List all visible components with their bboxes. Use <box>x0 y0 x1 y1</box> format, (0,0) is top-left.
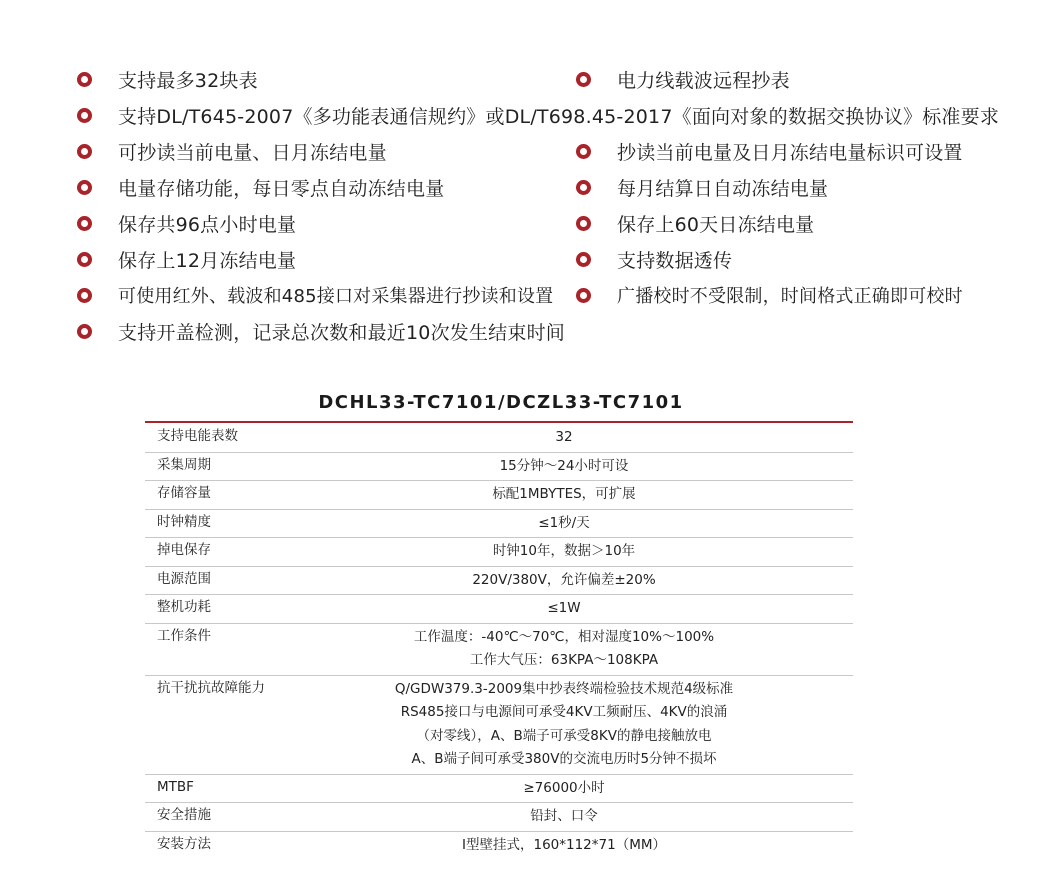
spec-value-line: Q/GDW379.3-2009集中抄表终端检验技术规范4级标准 <box>394 680 734 697</box>
spec-value <box>145 538 853 566</box>
feature-text: 支持DL/T645-2007《多功能表通信规约》或DL/T698.45-2017《面向对象的数据交换协议》标准要求 <box>118 105 1000 128</box>
feature-text: 支持最多32块表 <box>118 69 258 92</box>
feature-item <box>576 282 963 308</box>
feature-text: 电力线载波远程抄表 <box>617 69 790 92</box>
spec-row <box>145 453 853 482</box>
spec-label: 安装方法 <box>157 835 211 852</box>
feature-item <box>576 210 814 236</box>
spec-row <box>145 567 853 596</box>
spec-value-line: ≤1W <box>547 600 581 616</box>
spec-value-line: 15分钟～24小时可设 <box>499 457 629 474</box>
spec-row <box>145 832 853 860</box>
feature-text: 电量存储功能，每日零点自动冻结电量 <box>118 177 445 200</box>
spec-value-line: 工作温度：-40℃～70℃，相对湿度10%～100% <box>413 628 715 645</box>
spec-value-line: ≥76000小时 <box>523 779 605 796</box>
spec-value-line: A、B端子间可承受380V的交流电历时5分钟不损坏 <box>411 751 717 767</box>
bullet-icon <box>77 324 92 339</box>
spec-value <box>145 510 853 538</box>
bullet-icon <box>77 252 92 267</box>
feature-item <box>77 282 553 308</box>
bullet-icon <box>576 72 591 87</box>
bullet-icon <box>576 288 591 303</box>
feature-text: 可抄读当前电量、日月冻结电量 <box>118 141 387 164</box>
feature-item <box>576 138 963 164</box>
spec-row <box>145 624 853 676</box>
spec-title: DCHL33-TC7101/DCZL33-TC7101 <box>318 392 684 413</box>
spec-row <box>145 510 853 539</box>
bullet-icon <box>576 216 591 231</box>
spec-value-line: 标配1MBYTES，可扩展 <box>492 486 636 502</box>
bullet-icon <box>576 144 591 159</box>
spec-label: 采集周期 <box>157 456 211 473</box>
spec-value-line: RS485接口与电源间可承受4KV工频耐压、4KV的浪涌 <box>400 704 728 720</box>
spec-value <box>145 424 853 452</box>
feature-item <box>576 174 828 200</box>
spec-label: 支持电能表数 <box>157 428 238 444</box>
spec-value <box>145 775 853 803</box>
spec-row <box>145 481 853 510</box>
bullet-icon <box>77 144 92 159</box>
spec-row <box>145 538 853 567</box>
spec-label: 工作条件 <box>157 627 211 644</box>
feature-text: 广播校时不受限制，时间格式正确即可校时 <box>617 286 963 307</box>
spec-title-divider <box>145 421 853 423</box>
feature-text: 支持开盖检测，记录总次数和最近10次发生结束时间 <box>118 321 565 344</box>
bullet-icon <box>77 288 92 303</box>
spec-row <box>145 676 853 775</box>
feature-item <box>77 246 296 272</box>
spec-value-line: 220V/380V，允许偏差±20% <box>472 571 656 588</box>
feature-item <box>77 210 296 236</box>
spec-value <box>145 567 853 595</box>
feature-item <box>77 318 565 344</box>
feature-text: 保存上60天日冻结电量 <box>617 213 815 236</box>
bullet-icon <box>576 180 591 195</box>
spec-value <box>145 481 853 509</box>
spec-value-line: ≤1秒/天 <box>538 514 590 531</box>
spec-row <box>145 595 853 624</box>
spec-label: MTBF <box>157 778 194 795</box>
feature-item <box>77 174 444 200</box>
spec-row <box>145 424 853 453</box>
feature-item <box>77 138 387 164</box>
bullet-icon <box>77 108 92 123</box>
spec-value-line: （对零线），A、B端子可承受8KV的静电接触放电 <box>416 727 712 744</box>
spec-value-line: 铅封、口令 <box>530 808 598 824</box>
spec-value-line: Ⅰ型壁挂式，160*112*71（MM） <box>462 836 666 853</box>
spec-value-line: 时钟10年，数据＞10年 <box>492 543 636 559</box>
spec-label: 掉电保存 <box>157 542 211 558</box>
spec-label: 安全措施 <box>157 807 211 823</box>
feature-text: 抄读当前电量及日月冻结电量标识可设置 <box>617 141 963 164</box>
spec-value-line: 工作大气压：63KPA～108KPA <box>469 652 659 668</box>
feature-text: 保存共96点小时电量 <box>118 213 297 236</box>
spec-label: 时钟精度 <box>157 513 211 530</box>
spec-row <box>145 803 853 832</box>
bullet-icon <box>77 72 92 87</box>
feature-text: 每月结算日自动冻结电量 <box>617 177 829 200</box>
feature-item <box>77 66 258 92</box>
spec-value-line: 32 <box>555 429 573 445</box>
feature-text: 保存上12月冻结电量 <box>118 249 297 272</box>
feature-item <box>77 102 999 128</box>
bullet-icon <box>77 216 92 231</box>
spec-label: 整机功耗 <box>157 599 211 615</box>
spec-value <box>145 595 853 623</box>
bullet-icon <box>77 180 92 195</box>
spec-value <box>145 453 853 481</box>
feature-text: 支持数据透传 <box>617 249 733 272</box>
spec-label: 电源范围 <box>157 570 211 587</box>
spec-value <box>145 624 853 675</box>
feature-item <box>576 66 790 92</box>
spec-value <box>145 803 853 831</box>
spec-label: 存储容量 <box>157 485 211 501</box>
feature-text: 可使用红外、载波和485接口对采集器进行抄读和设置 <box>118 286 554 307</box>
spec-row <box>145 775 853 804</box>
spec-label: 抗干扰抗故障能力 <box>157 679 265 696</box>
feature-item <box>576 246 732 272</box>
spec-table <box>145 424 853 859</box>
bullet-icon <box>576 252 591 267</box>
spec-value <box>145 832 853 860</box>
